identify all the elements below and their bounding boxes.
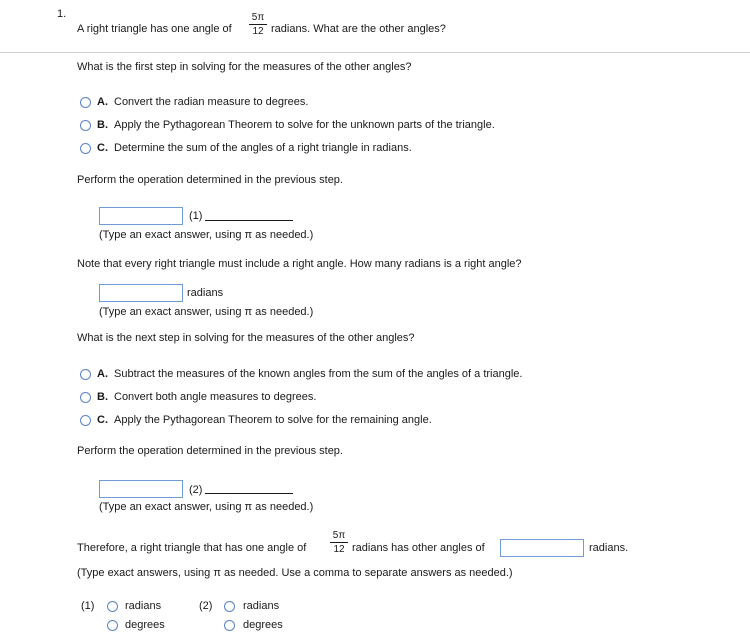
conclusion-unit: radians. [589,542,629,554]
right-angle-prompt: Note that every right triangle must include a right angle. How many radians is a right angle? [77,258,522,270]
q2-prompt: What is the next step in solving for the measures of the other angles? [77,332,415,344]
blank1-radians-label[interactable]: radians [125,600,162,612]
right-angle-unit: radians [187,287,224,299]
fraction-denominator: 12 [333,544,345,555]
radio-button[interactable] [80,143,91,154]
step1-prompt: Perform the operation determined in the previous step. [77,174,343,186]
option-letter: C. [97,142,108,154]
option-text: Apply the Pythagorean Theorem to solve for the remaining angle. [114,414,432,426]
q2-option-a[interactable] [80,366,522,382]
step2-prompt: Perform the operation determined in the previous step. [77,445,343,457]
blank2-radians-label[interactable]: radians [243,600,280,612]
option-text: Subtract the measures of the known angles from the sum of the angles of a triangle. [114,368,523,380]
problem-angle-fraction [249,12,267,37]
q1-prompt: What is the first step in solving for the measures of the other angles? [77,61,412,73]
right-angle-hint: (Type an exact answer, using π as needed.) [99,306,314,318]
conclusion-hint: (Type exact answers, using π as needed. Use a comma to separate answers as needed.) [77,567,513,579]
radio-button[interactable] [80,415,91,426]
step1-blank-line[interactable] [205,220,293,221]
fraction-denominator: 12 [252,26,264,37]
step1-blank-label: (1) [189,210,203,222]
q1-option-c[interactable] [80,140,412,156]
blank1-degrees-label[interactable]: degrees [125,619,165,631]
fraction-numerator: 5π [251,12,265,23]
other-angles-input[interactable] [500,539,584,557]
step2-answer-input[interactable] [99,480,183,498]
problem-number: 1. [57,8,67,20]
header-divider [0,52,750,53]
option-text: Determine the sum of the angles of a right triangle in radians. [114,142,412,154]
step1-answer-input[interactable] [99,207,183,225]
fraction-bar [249,24,267,25]
option-letter: B. [97,119,108,131]
blank1-label: (1) [81,600,95,612]
option-letter: C. [97,414,108,426]
option-text: Convert both angle measures to degrees. [114,391,317,403]
fraction-numerator: 5π [332,530,346,541]
blank2-radians-radio[interactable] [224,601,235,612]
option-letter: B. [97,391,108,403]
q2-option-b[interactable] [80,389,316,405]
option-text: Apply the Pythagorean Theorem to solve for the unknown parts of the triangle. [114,119,495,131]
blank2-degrees-label[interactable]: degrees [243,619,283,631]
step2-blank-line[interactable] [205,493,293,494]
blank1-radians-radio[interactable] [107,601,118,612]
q1-option-b[interactable] [80,117,495,133]
conclusion-text-middle: radians has other angles of [352,542,485,554]
q2-option-c[interactable] [80,412,432,428]
conclusion-angle-fraction [330,530,348,555]
radio-button[interactable] [80,97,91,108]
blank2-degrees-radio[interactable] [224,620,235,631]
option-letter: A. [97,96,108,108]
step2-blank-label: (2) [189,484,203,496]
step2-hint: (Type an exact answer, using π as needed.) [99,501,314,513]
radio-button[interactable] [80,392,91,403]
conclusion-text-start: Therefore, a right triangle that has one angle of [77,542,307,554]
option-letter: A. [97,368,108,380]
right-angle-input[interactable] [99,284,183,302]
problem-stem-end: radians. What are the other angles? [271,23,446,35]
q1-option-a[interactable] [80,94,308,110]
radio-button[interactable] [80,369,91,380]
blank2-label: (2) [199,600,213,612]
fraction-bar [330,542,348,543]
option-text: Convert the radian measure to degrees. [114,96,309,108]
radio-button[interactable] [80,120,91,131]
step1-hint: (Type an exact answer, using π as needed.) [99,229,314,241]
problem-stem-start: A right triangle has one angle of [77,23,232,35]
blank1-degrees-radio[interactable] [107,620,118,631]
